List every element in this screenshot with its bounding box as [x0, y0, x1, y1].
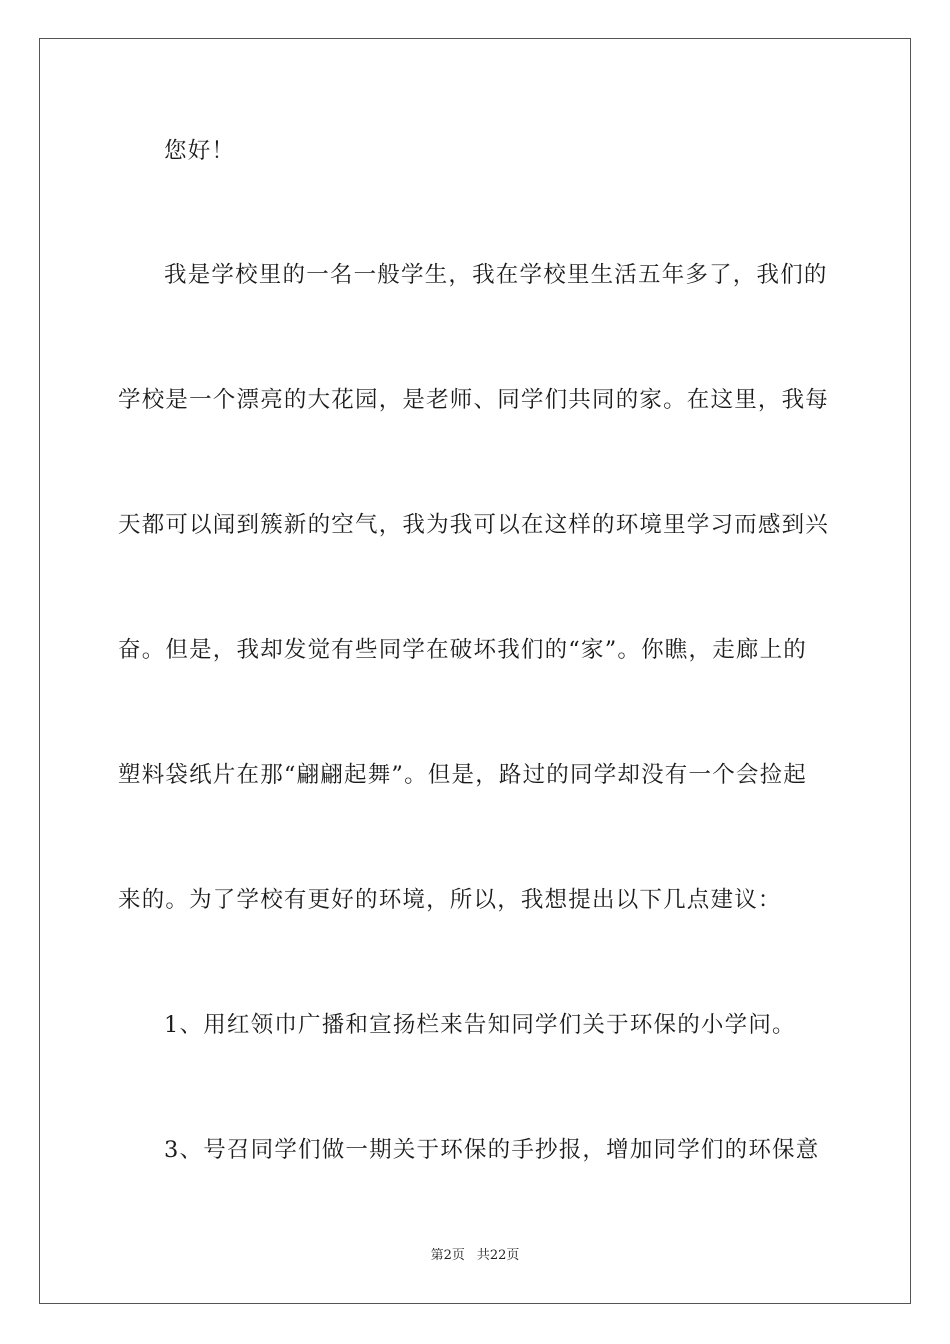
paragraph-line: 我是学校里的一名一般学生，我在学校里生活五年多了，我们的 — [164, 262, 828, 288]
page-footer — [0, 1247, 950, 1265]
list-item-line: 1、用红领巾广播和宣扬栏来告知同学们关于环保的小学问。 — [164, 1012, 796, 1038]
paragraph-line: 奋。但是，我却发觉有些同学在破坏我们的“家”。你瞧，走廊上的 — [118, 637, 808, 663]
paragraph-line: 学校是一个漂亮的大花园，是老师、同学们共同的家。在这里，我每 — [118, 387, 830, 413]
paragraph-line: 来的。为了学校有更好的环境，所以，我想提出以下几点建议： — [118, 887, 782, 913]
greeting-line: 您好！ — [164, 138, 236, 164]
paragraph-line: 塑料袋纸片在那“翩翩起舞”。但是，路过的同学却没有一个会捡起 — [118, 762, 808, 788]
list-item-line: 3、号召同学们做一期关于环保的手抄报，增加同学们的环保意 — [164, 1137, 820, 1163]
paragraph-line: 天都可以闻到簇新的空气，我为我可以在这样的环境里学习而感到兴 — [118, 512, 830, 538]
page-number: 第2页 — [430, 1248, 465, 1263]
page-total: 共22页 — [476, 1248, 520, 1263]
page-border — [39, 38, 911, 1304]
